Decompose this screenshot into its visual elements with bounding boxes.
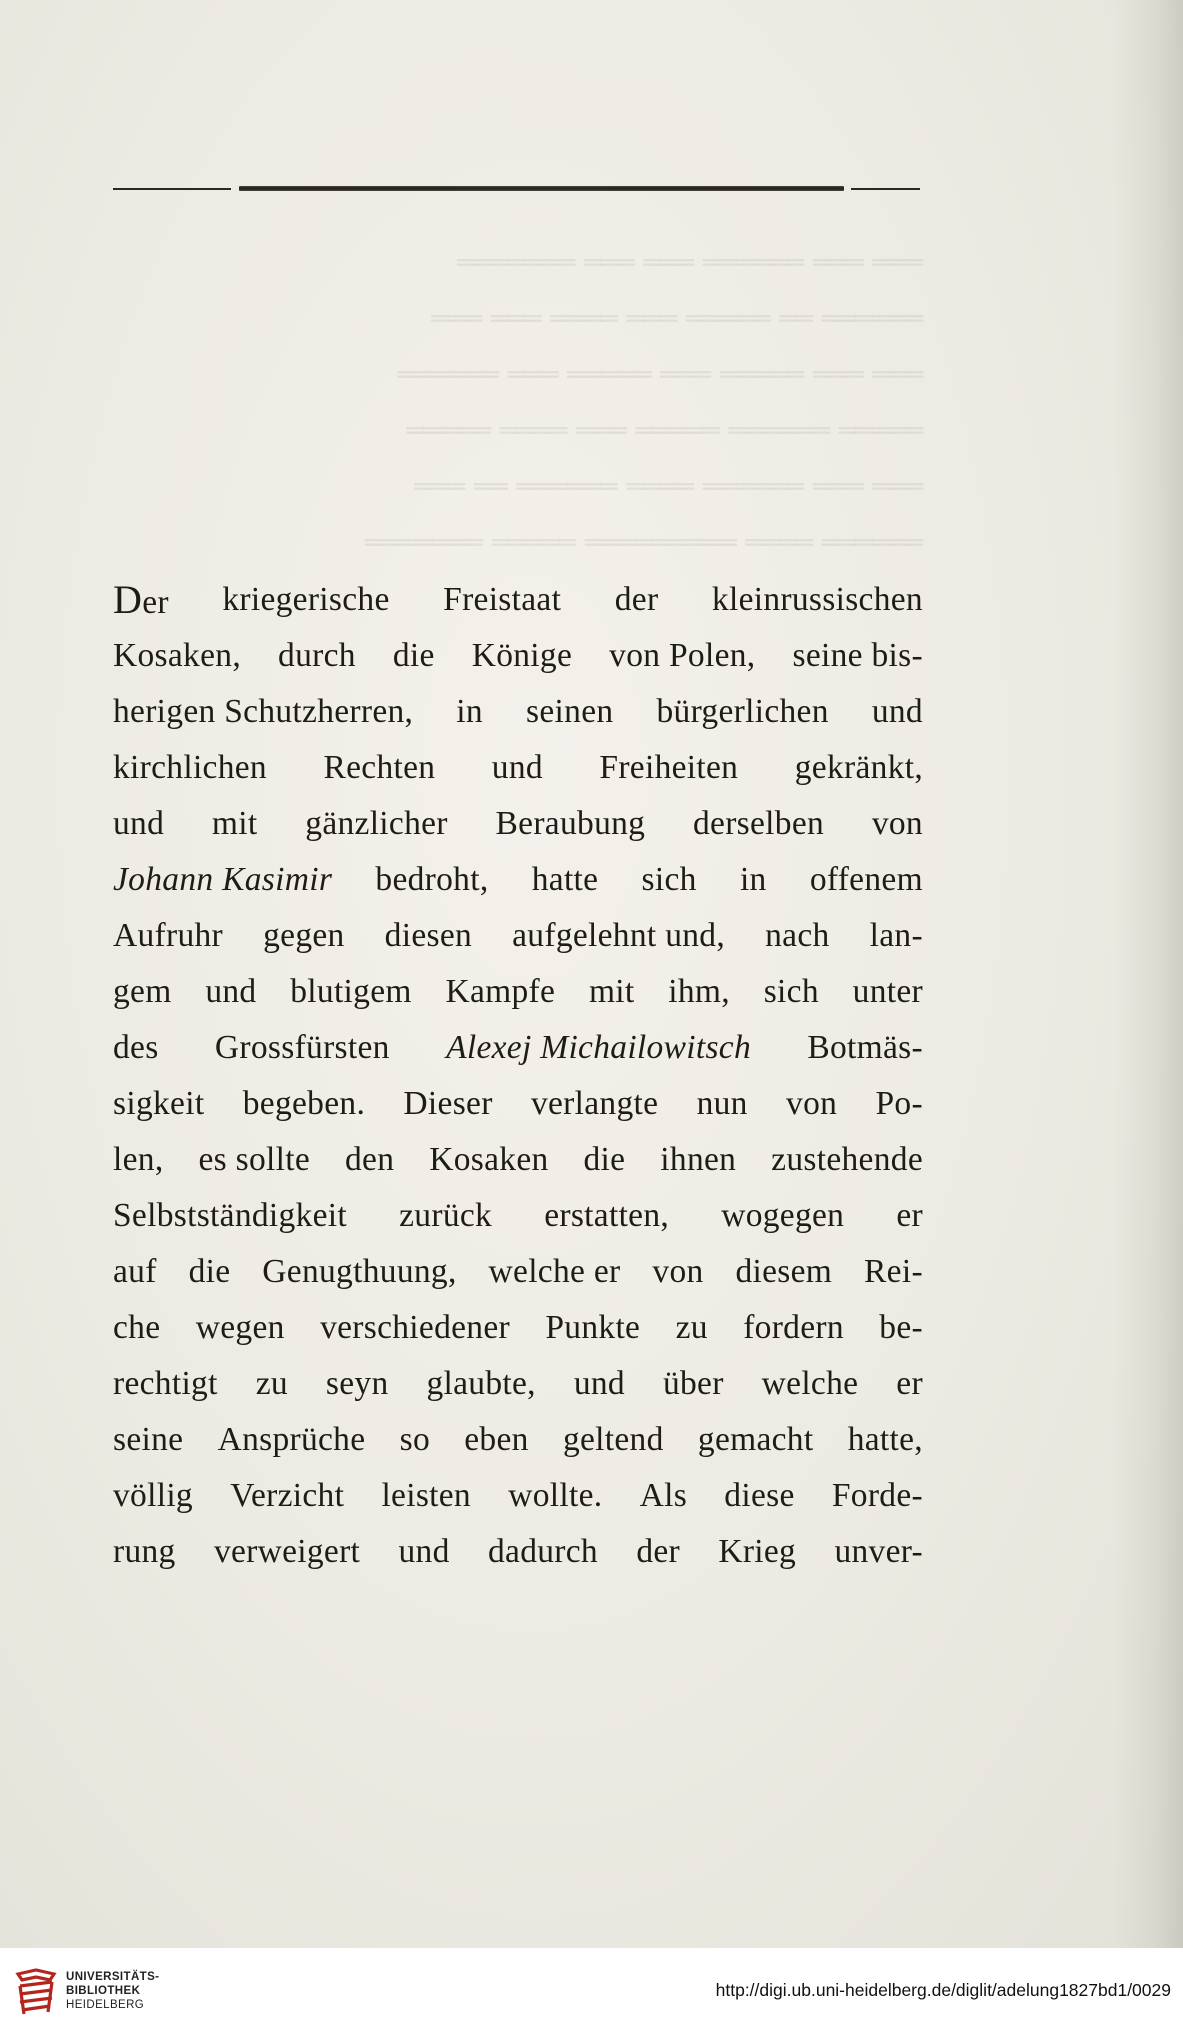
word: bedroht, xyxy=(375,861,489,898)
word: mit xyxy=(211,805,258,842)
text-line xyxy=(113,796,923,852)
text-line xyxy=(113,684,923,740)
word: len, xyxy=(113,1141,164,1178)
word: be- xyxy=(879,1309,923,1346)
word: aufgelehnt und, xyxy=(512,917,726,954)
word: Forde- xyxy=(831,1477,923,1514)
word: erstatten, xyxy=(544,1197,670,1234)
text-line xyxy=(113,1188,923,1244)
text-line xyxy=(113,1244,923,1300)
word: des xyxy=(113,1029,159,1066)
text-line xyxy=(113,1468,923,1524)
word: Kosaken, xyxy=(113,637,241,674)
word: rung xyxy=(113,1533,176,1570)
word: völlig xyxy=(113,1477,193,1514)
word: gekränkt, xyxy=(794,749,923,786)
header-rule xyxy=(113,186,920,192)
text-line xyxy=(113,1524,923,1580)
word: blutigem xyxy=(290,973,412,1010)
word: Ansprüche xyxy=(217,1421,366,1458)
word: diese xyxy=(724,1477,795,1514)
word: kirchlichen xyxy=(113,749,267,786)
dropcap-word: Der xyxy=(113,577,169,622)
word: diesem xyxy=(735,1253,833,1290)
word: Kosaken xyxy=(429,1141,549,1178)
library-name xyxy=(66,1970,159,2012)
bleed-through-texture: ═══ ═══ ══════ ═══ ═══ ═══════ ══════ ══ ═════ ═══ ════ ═══ ═══ ═══ ═══ ═════ ═══ ═════ ═══ ══════ ═════ ══════ ═════ ═══ ════ ═════ ═══ ═══ ══════ ════ ══════ ══ ═══ ══════ ════ ═════════ ═════ ═══════ xyxy=(364,246,923,559)
word: Selbstständigkeit xyxy=(113,1197,348,1234)
word: und xyxy=(871,693,923,730)
word: hatte, xyxy=(847,1421,923,1458)
body-text xyxy=(113,572,923,1580)
word: ihm, xyxy=(668,973,730,1010)
word: der xyxy=(636,1533,680,1570)
word: von xyxy=(871,805,923,842)
text-line xyxy=(113,740,923,796)
text-line xyxy=(113,572,923,628)
word: Punkte xyxy=(545,1309,641,1346)
word: verweigert xyxy=(213,1533,361,1570)
word: nun xyxy=(696,1085,748,1122)
word: es sollte xyxy=(198,1141,311,1178)
word: gemacht xyxy=(697,1421,814,1458)
word: dadurch xyxy=(487,1533,598,1570)
word: Freiheiten xyxy=(599,749,739,786)
word: Kampfe xyxy=(445,973,556,1010)
word: derselben xyxy=(693,805,825,842)
word: glaubte, xyxy=(426,1365,536,1402)
word: unter xyxy=(852,973,923,1010)
library-name-line1: UNIVERSITÄTS- xyxy=(66,1971,160,1983)
word: Beraubung xyxy=(495,805,646,842)
word: zu xyxy=(255,1365,288,1402)
word: Dieser xyxy=(403,1085,493,1122)
page-edge-shadow xyxy=(1113,0,1183,1948)
text-line xyxy=(113,908,923,964)
word: eben xyxy=(464,1421,529,1458)
word: che xyxy=(113,1309,161,1346)
text-line xyxy=(113,1132,923,1188)
word: sich xyxy=(763,973,819,1010)
word: lan- xyxy=(869,917,923,954)
word: Krieg xyxy=(718,1533,797,1570)
text-line xyxy=(113,852,923,908)
word: den xyxy=(344,1141,395,1178)
text-line xyxy=(113,628,923,684)
word: von Polen, xyxy=(609,637,756,674)
word: Freistaat xyxy=(443,581,562,618)
word: sigkeit xyxy=(113,1085,205,1122)
word: seinen xyxy=(526,693,614,730)
word: nach xyxy=(765,917,830,954)
word: die xyxy=(583,1141,626,1178)
word: Genugthuung, xyxy=(262,1253,457,1290)
word: Po- xyxy=(875,1085,923,1122)
word: die xyxy=(188,1253,231,1290)
word: gem xyxy=(113,973,172,1010)
word: von xyxy=(652,1253,704,1290)
word: verlangte xyxy=(530,1085,659,1122)
word: leisten xyxy=(381,1477,471,1514)
text-line xyxy=(113,1076,923,1132)
word: der xyxy=(614,581,659,618)
text-line xyxy=(113,1300,923,1356)
word: kriegerische xyxy=(222,581,390,618)
word: Johann Kasimir xyxy=(113,861,333,898)
word: welche xyxy=(761,1365,859,1402)
word: seyn xyxy=(325,1365,389,1402)
word: Rei- xyxy=(864,1253,923,1290)
word: diesen xyxy=(384,917,473,954)
word: von xyxy=(786,1085,838,1122)
word: bürgerlichen xyxy=(656,693,829,730)
word: und xyxy=(491,749,543,786)
word: er xyxy=(896,1197,923,1234)
word: sich xyxy=(641,861,697,898)
word: Als xyxy=(639,1477,688,1514)
word: hatte xyxy=(531,861,599,898)
word: seine xyxy=(113,1421,184,1458)
word: Verzicht xyxy=(230,1477,345,1514)
word: zustehende xyxy=(771,1141,923,1178)
word: rechtigt xyxy=(113,1365,218,1402)
library-name-line2: BIBLIOTHEK xyxy=(66,1985,141,1997)
word: geltend xyxy=(562,1421,664,1458)
word: so xyxy=(399,1421,431,1458)
word: und xyxy=(113,805,165,842)
word: mit xyxy=(588,973,635,1010)
word: und xyxy=(398,1533,450,1570)
word: begeben. xyxy=(242,1085,366,1122)
word: in xyxy=(456,693,483,730)
word: offenem xyxy=(809,861,923,898)
word: gegen xyxy=(263,917,345,954)
text-line xyxy=(113,964,923,1020)
word: Rechten xyxy=(323,749,436,786)
word: Botmäs- xyxy=(807,1029,923,1066)
word: Grossfürsten xyxy=(214,1029,390,1066)
word: wollte. xyxy=(508,1477,603,1514)
library-name-line3: HEIDELBERG xyxy=(66,1999,145,2011)
library-logo-icon xyxy=(12,1966,60,2018)
word: zurück xyxy=(399,1197,493,1234)
source-url-link[interactable]: http://digi.ub.uni-heidelberg.de/diglit/adelung1827bd1/0029 xyxy=(715,1980,1171,2000)
word: und xyxy=(573,1365,625,1402)
word: kleinrussischen xyxy=(711,581,923,618)
word: fordern xyxy=(743,1309,844,1346)
text-line xyxy=(113,1356,923,1412)
word: Könige xyxy=(471,637,573,674)
word: wogegen xyxy=(721,1197,845,1234)
word: verschiedener xyxy=(320,1309,510,1346)
word: ihnen xyxy=(660,1141,737,1178)
text-line xyxy=(113,1412,923,1468)
word: zu xyxy=(675,1309,708,1346)
word: Aufruhr xyxy=(113,917,224,954)
word: unver- xyxy=(834,1533,923,1570)
word: Alexej Michailowitsch xyxy=(446,1029,751,1066)
word: seine bis- xyxy=(792,637,923,674)
word: gänzlicher xyxy=(305,805,448,842)
word: er xyxy=(896,1365,923,1402)
word: auf xyxy=(113,1253,157,1290)
footer-bar xyxy=(0,1948,1183,2033)
word: die xyxy=(392,637,435,674)
text-line xyxy=(113,1020,923,1076)
word: welche er xyxy=(488,1253,621,1290)
word: in xyxy=(739,861,767,898)
word: herigen Schutzherren, xyxy=(113,693,414,730)
word: über xyxy=(662,1365,724,1402)
word: wegen xyxy=(195,1309,285,1346)
word: und xyxy=(205,973,257,1010)
word: durch xyxy=(278,637,356,674)
